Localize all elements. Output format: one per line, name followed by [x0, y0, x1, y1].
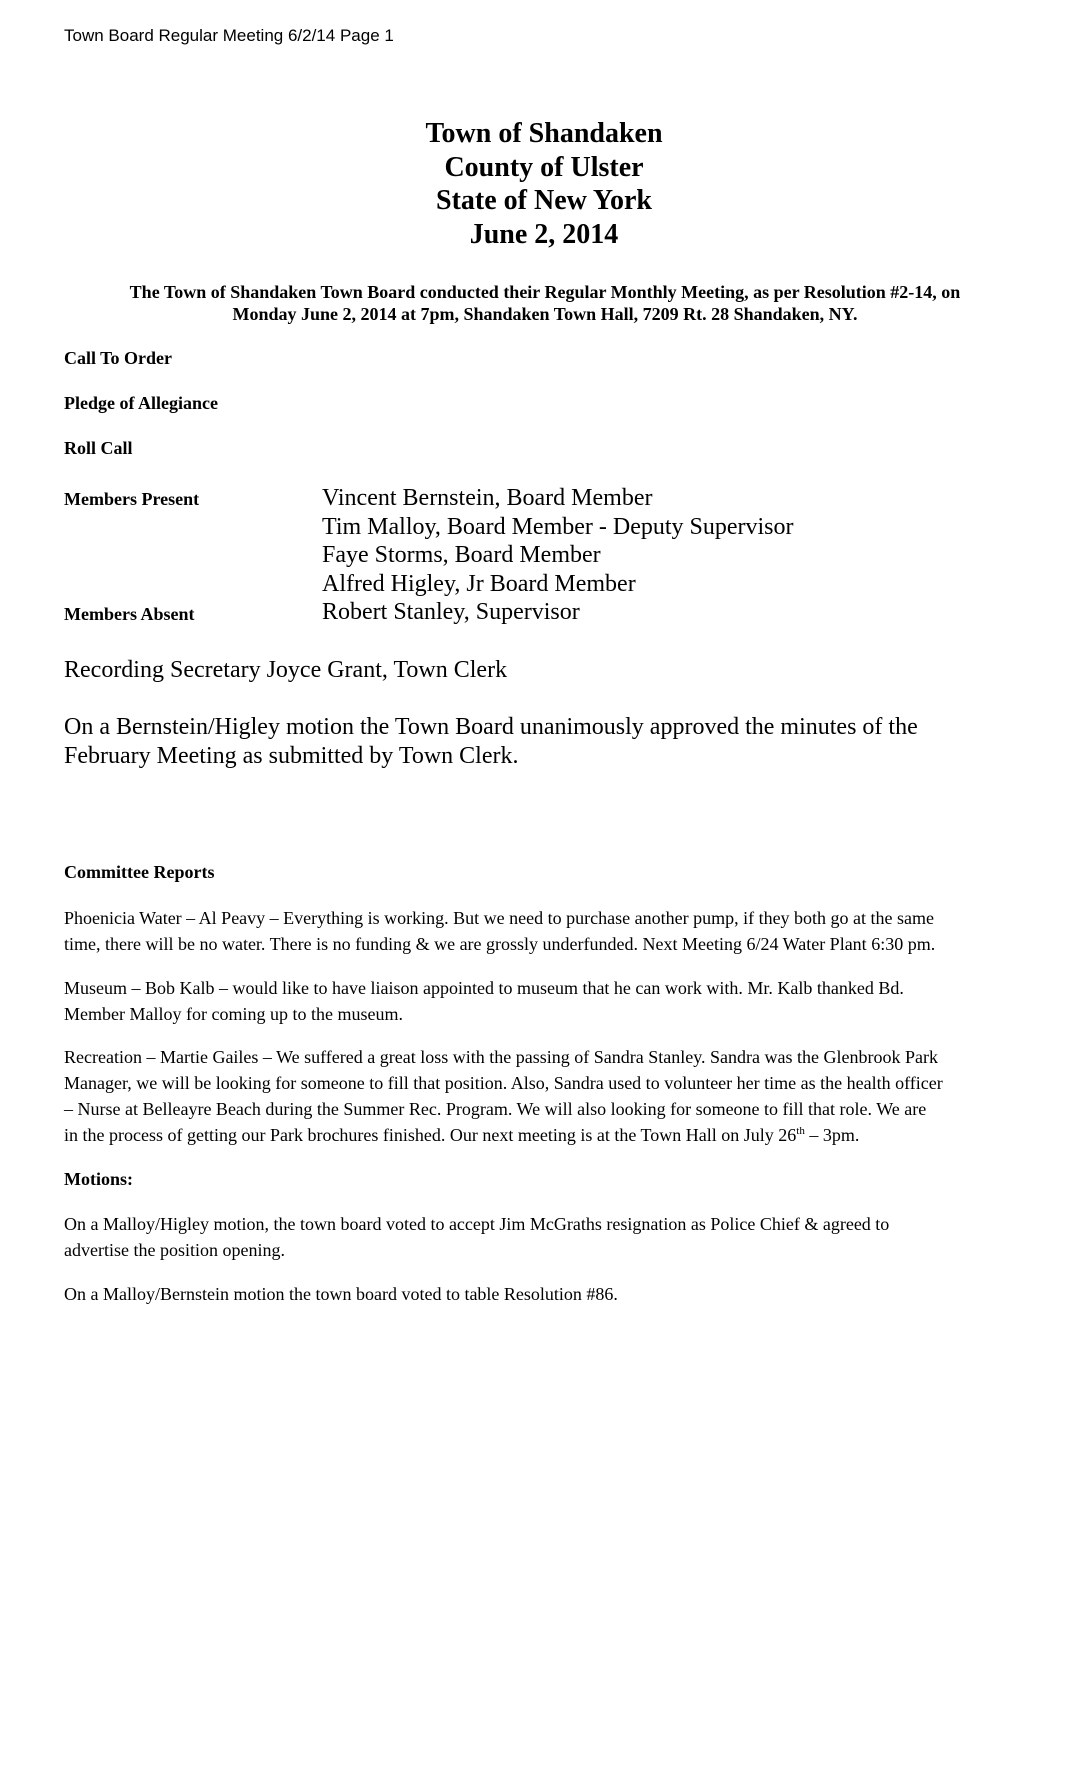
meeting-intro: [70, 281, 1020, 325]
ordinal-suffix: th: [796, 1125, 805, 1137]
report-line: – Nurse at Belleayre Beach during the Summer Rec. Program. We will also looking for someone to fill that role. We are: [64, 1099, 927, 1119]
motions-heading: Motions:: [64, 1169, 133, 1189]
member-present: Tim Malloy, Board Member - Deputy Supervisor: [322, 513, 794, 540]
intro-line-2: Monday June 2, 2014 at 7pm, Shandaken Town Hall, 7209 Rt. 28 Shandaken, NY.: [232, 304, 858, 324]
report-text: – 3pm.: [804, 1125, 860, 1145]
members-present-label: Members Present: [64, 489, 200, 509]
roll-call-heading: Roll Call: [64, 438, 133, 458]
minutes-approval-motion: [64, 713, 1024, 770]
members-present-list: [322, 484, 794, 599]
call-to-order-heading: Call To Order: [64, 348, 173, 368]
title-date: June 2, 2014: [469, 218, 619, 250]
report-line: time, there will be no water. There is no funding & we are grossly underfunded. Next Meeting 6/24 Water Plant 6:30 pm.: [64, 934, 936, 954]
report-line: Phoenicia Water – Al Peavy – Everything is working. But we need to purchase another pump, if they both go at the same: [64, 908, 935, 928]
minutes-motion-line-1: On a Bernstein/Higley motion the Town Board unanimously approved the minutes of the: [64, 714, 918, 740]
recreation-report: [64, 1044, 1034, 1148]
intro-line-1: The Town of Shandaken Town Board conducted their Regular Monthly Meeting, as per Resolution #2-14, on: [129, 282, 961, 302]
motion-line: advertise the position opening.: [64, 1240, 285, 1260]
report-line: Recreation – Martie Gailes – We suffered a great loss with the passing of Sandra Stanley. Sandra was the Glenbrook Park: [64, 1047, 938, 1067]
motion-line: On a Malloy/Higley motion, the town board voted to accept Jim McGraths resignation as Police Chief & agreed to: [64, 1214, 890, 1234]
document-title: [0, 117, 1088, 251]
report-line: Manager, we will be looking for someone to fill that position. Also, Sandra used to volunteer her time as the health officer: [64, 1073, 943, 1093]
report-line: Member Malloy for coming up to the museum.: [64, 1004, 403, 1024]
recording-secretary: Recording Secretary Joyce Grant, Town Clerk: [64, 657, 508, 683]
motion-table-resolution: On a Malloy/Bernstein motion the town board voted to table Resolution #86.: [64, 1284, 618, 1304]
running-header: Town Board Regular Meeting 6/2/14 Page 1: [64, 26, 394, 45]
report-text: in the process of getting our Park brochures finished. Our next meeting is at the Town Hall on July 26: [64, 1125, 797, 1145]
title-state: State of New York: [436, 185, 652, 216]
pledge-heading: Pledge of Allegiance: [64, 393, 218, 413]
title-town: Town of Shandaken: [425, 118, 663, 149]
member-present: Faye Storms, Board Member: [322, 542, 601, 569]
members-absent-label: Members Absent: [64, 604, 195, 624]
member-present: Alfred Higley, Jr Board Member: [322, 571, 636, 598]
title-county: County of Ulster: [444, 151, 644, 183]
member-absent: Robert Stanley, Supervisor: [322, 599, 580, 625]
phoenicia-water-report: [64, 905, 1034, 957]
report-line: [64, 1122, 1034, 1148]
motion-police-chief: [64, 1211, 1034, 1263]
member-present: Vincent Bernstein, Board Member: [322, 485, 653, 511]
museum-report: [64, 975, 1034, 1027]
minutes-motion-line-2: February Meeting as submitted by Town Clerk.: [64, 742, 519, 769]
committee-reports-heading: Committee Reports: [64, 862, 215, 882]
report-line: Museum – Bob Kalb – would like to have liaison appointed to museum that he can work with. Mr. Kalb thanked Bd.: [64, 978, 904, 998]
